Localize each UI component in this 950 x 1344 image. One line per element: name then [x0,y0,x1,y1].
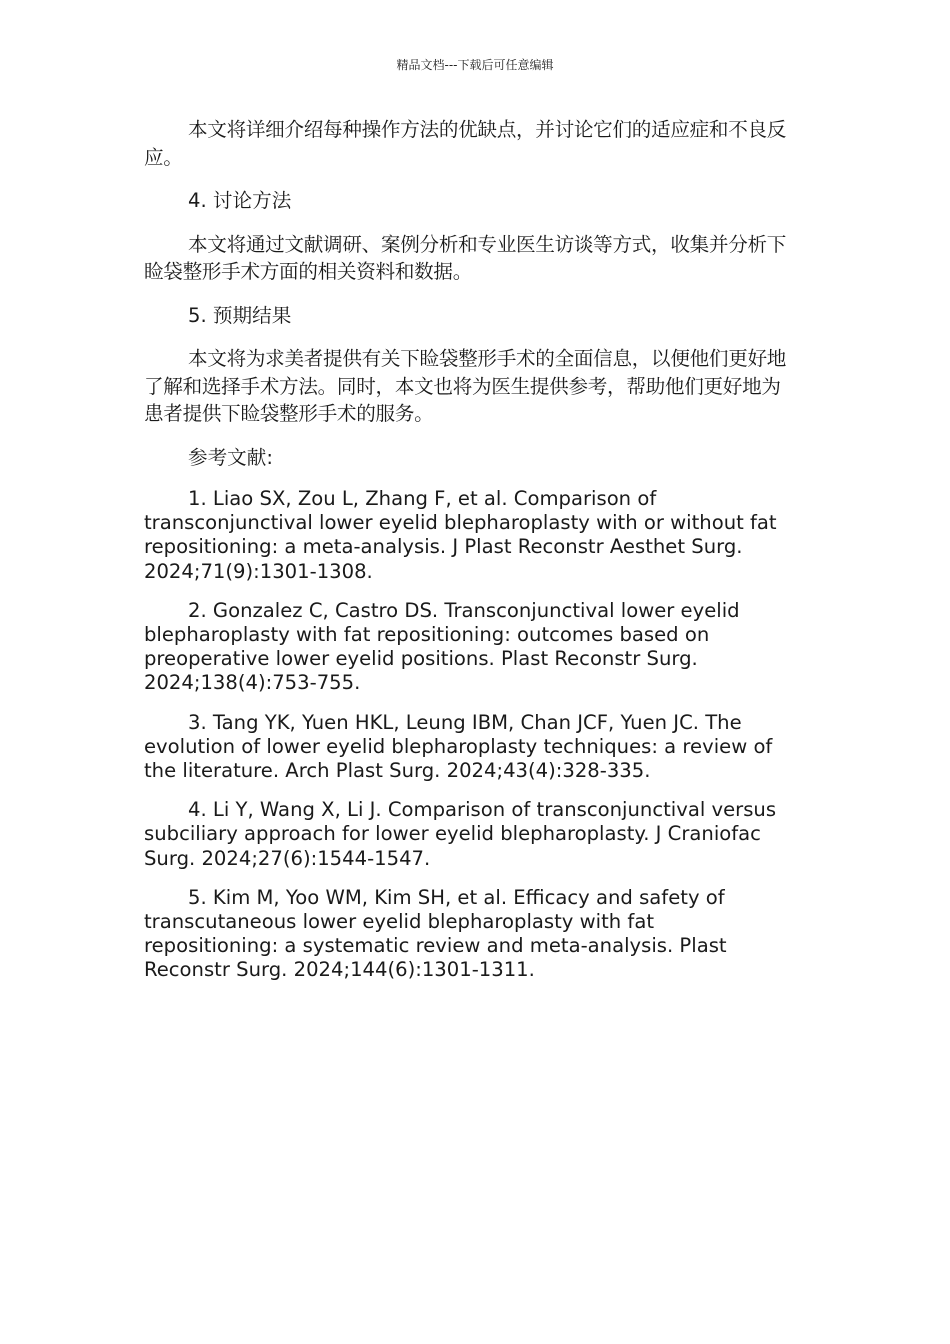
reference-item: 4. Li Y, Wang X, Li J. Comparison of transconjunctival versus subciliary approach for lower eyelid blepharoplasty. J Craniofac Surg. 2024;27(6):1544-1547. [144,798,777,870]
paragraph-expected-results: 本文将为求美者提供有关下睑袋整形手术的全面信息，以便他们更好地了解和选择手术方法。同时，本文也将为医生提供参考，帮助他们更好地为患者提供下睑袋整形手术的服务。 [144,347,787,425]
reference-item: 2. Gonzalez C, Castro DS. Transconjunctival lower eyelid blepharoplasty with fat repositioning: outcomes based on preoperative lower eyelid positions. Plast Reconstr Surg. 2024;138(4):753-755. [144,598,740,695]
paragraph-discussion-methods: 本文将通过文献调研、案例分析和专业医生访谈等方式，收集并分析下睑袋整形手术方面的相关资料和数据。 [144,232,787,283]
references-heading: 参考文献: [188,445,273,469]
section-heading-expected-results: 5. 预期结果 [188,303,292,327]
reference-item: 3. Tang YK, Yuen HKL, Leung IBM, Chan JCF, Yuen JC. The evolution of lower eyelid blepharoplasty techniques: a review of the literature. Arch Plast Surg. 2024;43(4):328-335. [144,710,773,783]
document-body [144,116,792,998]
reference-item: 1. Liao SX, Zou L, Zhang F, et al. Comparison of transconjunctival lower eyelid blepharoplasty with or without fat repositioning: a meta-analysis. J Plast Reconstr Aesthet Surg. 2024;71(9):1301-1308. [144,487,777,583]
section-heading-discussion-methods: 4. 讨论方法 [188,189,292,212]
reference-item: 5. Kim M, Yoo WM, Kim SH, et al. Efficacy and safety of transcutaneous lower eyelid blepharoplasty with fat repositioning: a systematic review and meta-analysis. Plast Reconstr Surg. 2024;144(6):1301-1311. [144,885,727,982]
paragraph-methods-summary: 本文将详细介绍每种操作方法的优缺点，并讨论它们的适应症和不良反应。 [144,118,787,169]
page-header: 精品文档---下载后可任意编辑 [396,58,554,72]
reference-list [144,487,792,983]
